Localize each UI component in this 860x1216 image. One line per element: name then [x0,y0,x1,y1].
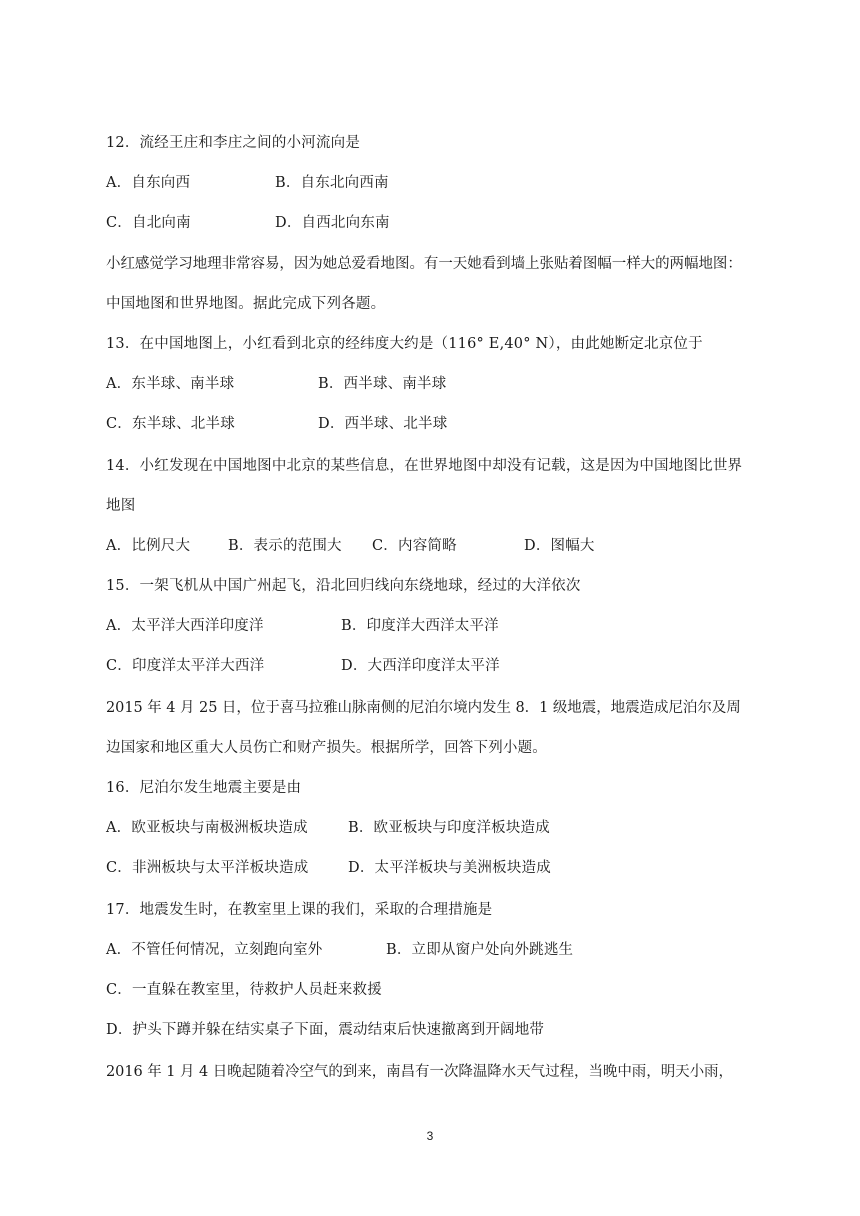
option-16-b: B．欧亚板块与印度洋板块造成 [348,820,550,836]
option-13-b: B．西半球、南半球 [318,376,447,392]
option-14-b: B．表示的范围大 [228,538,342,554]
question-16: 16．尼泊尔发生地震主要是由 [106,780,302,796]
option-13-a: A．东半球、南半球 [106,376,235,392]
passage-quake-line-1: 2015 年 4 月 25 日，位于喜马拉雅山脉南侧的尼泊尔境内发生 8．1 级地震，地震造成尼泊尔及周 [106,700,741,716]
option-13-c: C．东半球、北半球 [106,416,235,432]
option-14-a: A．比例尺大 [106,538,191,554]
question-17: 17．地震发生时，在教室里上课的我们，采取的合理措施是 [106,902,493,918]
option-17-a: A．不管任何情况，立刻跑向室外 [106,942,323,958]
option-16-a: A．欧亚板块与南极洲板块造成 [106,820,308,836]
option-16-d: D．太平洋板块与美洲板块造成 [348,860,551,876]
option-14-d: D．图幅大 [524,538,595,554]
option-15-d: D．大西洋印度洋太平洋 [341,658,500,674]
question-15: 15．一架飞机从中国广州起飞，沿北回归线向东绕地球，经过的大洋依次 [106,578,581,594]
page-number: 3 [426,1129,434,1143]
option-13-d: D．西半球、北半球 [318,416,448,432]
question-14-line-2: 地图 [106,498,136,514]
option-17-d: D．护头下蹲并躲在结实桌子下面，震动结束后快速撤离到开阔地带 [106,1022,545,1038]
option-14-c: C．内容简略 [372,538,457,554]
option-12-d: D．自西北向东南 [275,215,390,231]
question-12: 12．流经王庄和李庄之间的小河流向是 [106,135,361,151]
option-17-c: C．一直躲在教室里，待救护人员赶来救援 [106,982,382,998]
passage-map-line-1: 小红感觉学习地理非常容易，因为她总爱看地图。有一天她看到墙上张贴着图幅一样大的两幅地图： [106,256,742,272]
option-15-a: A．太平洋大西洋印度洋 [106,618,264,634]
option-15-b: B．印度洋大西洋太平洋 [341,618,499,634]
option-15-c: C．印度洋太平洋大西洋 [106,658,265,674]
question-13: 13．在中国地图上，小红看到北京的经纬度大约是（116° E,40° N），由此她断定北京位于 [106,336,703,352]
option-16-c: C．非洲板块与太平洋板块造成 [106,860,309,876]
option-17-b: B．立即从窗户处向外跳逃生 [386,942,574,958]
option-12-a: A．自东向西 [106,175,191,191]
passage-quake-line-2: 边国家和地区重大人员伤亡和财产损失。根据所学，回答下列小题。 [106,740,547,756]
option-12-b: B．自东北向西南 [275,175,389,191]
option-12-c: C．自北向南 [106,215,191,231]
passage-map-line-2: 中国地图和世界地图。据此完成下列各题。 [106,296,386,312]
question-14-line-1: 14．小红发现在中国地图中北京的某些信息，在世界地图中却没有记载，这是因为中国地图比世界 [106,458,743,474]
passage-weather-line-1: 2016 年 1 月 4 日晚起随着冷空气的到来，南昌有一次降温降水天气过程，当晚中雨，明天小雨， [106,1064,733,1080]
